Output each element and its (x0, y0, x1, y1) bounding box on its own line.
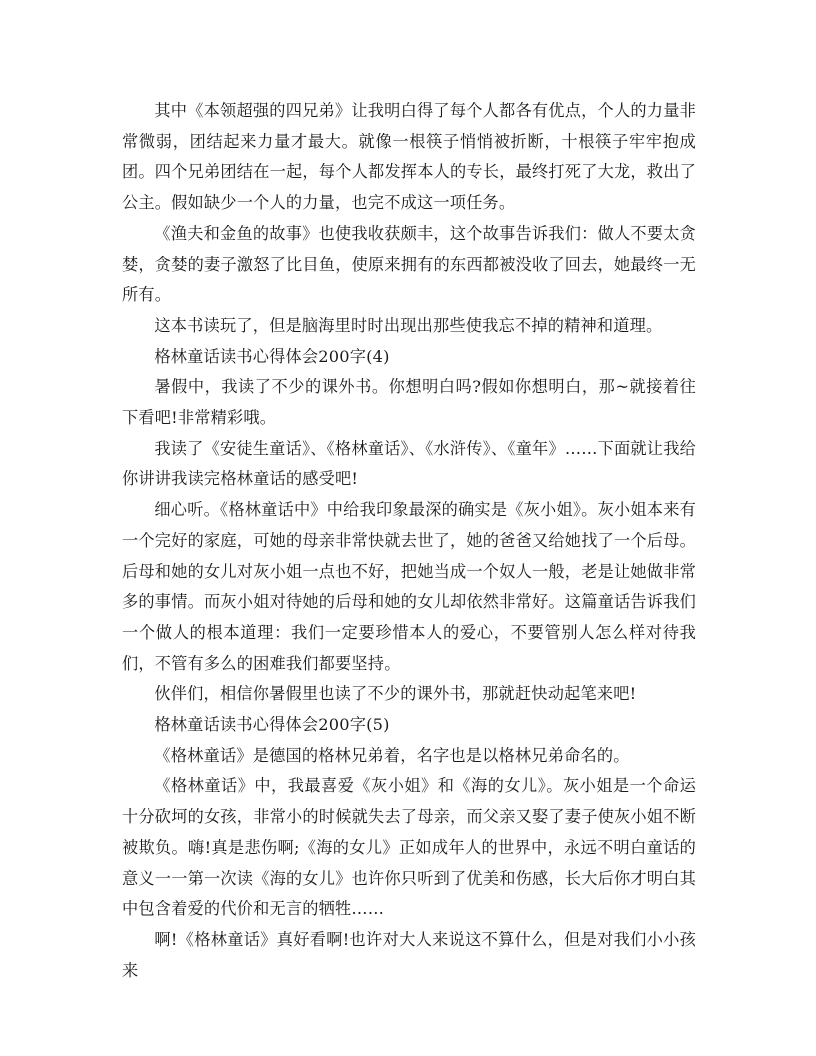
paragraph-four-brothers: 其中《本领超强的四兄弟》让我明白得了每个人都各有优点，个人的力量非常微弱，团结起来力量才最大。就像一根筷子悄悄被折断，十根筷子牢牢抱成团。四个兄弟团结在一起，每个人都发挥本人的专长，最终打死了大龙，救出了公主。假如缺少一个人的力量，也完不成这一项任务。 (122, 101, 696, 213)
paragraph-favorites: 《格林童话》中，我最喜爱《灰小姐》和《海的女儿》。灰小姐是一个命运十分砍坷的女孩，非常小的时候就失去了母亲，而父亲又娶了妻子使灰小姐不断被欺负。嗨!真是悲伤啊;《海的女儿》正如成年人的世界中，永远不明白童话的意义一一第一次读《海的女儿》也许你只听到了优美和伤感，长大后你才明白其中包含着爱的代价和无言的牺牲…… (122, 776, 696, 919)
paragraph-friends: 伙伴们，相信你暑假里也读了不少的课外书，那就赶快动起笔来吧! (154, 684, 637, 704)
paragraph-cinderella: 细心听。《格林童话中》中给我印象最深的确实是《灰小姐》。灰小姐本来有一个完好的家庭，可她的母亲非常快就去世了，她的爸爸又给她找了一个后母。后母和她的女儿对灰小姐一点也不好，把她当成一个奴人一般，老是让她做非常多的事情。而灰小姐对待她的后母和她的女儿却依然非常好。这篇童话告诉我们一个做人的根本道理：我们一定要珍惜本人的爱心，不要管别人怎么样对待我们，不管有多么的困难我们都要坚持。 (122, 500, 696, 673)
paragraph-book-finished: 这本书读玩了，但是脑海里时时出现出那些使我忘不掉的精神和道理。 (154, 315, 663, 335)
paragraph-ending: 啊!《格林童话》真好看啊!也许对大人来说这不算什么，但是对我们小小孩来 (122, 929, 696, 980)
section-heading-4: 格林童话读书心得体会200字(4) (154, 346, 390, 366)
paragraph-books-read: 我读了《安徒生童话》、《格林童话》、《水浒传》、《童年》……下面就让我给你讲讲我读完格林童话的感受吧! (122, 438, 696, 489)
document-page (122, 96, 696, 986)
paragraph-summer: 暑假中，我读了不少的课外书。你想明白吗?假如你想明白，那~就接着往下看吧!非常精彩哦。 (122, 377, 696, 428)
paragraph-grimm-intro: 《格林童话》是德国的格林兄弟着，名字也是以格林兄弟命名的。 (154, 745, 630, 765)
paragraph-fisherman: 《渔夫和金鱼的故事》也使我收获颇丰，这个故事告诉我们：做人不要太贪婪，贪婪的妻子激怒了比目鱼，使原来拥有的东西都被没收了回去，她最终一无所有。 (122, 223, 696, 305)
section-heading-5: 格林童话读书心得体会200字(5) (154, 715, 390, 735)
